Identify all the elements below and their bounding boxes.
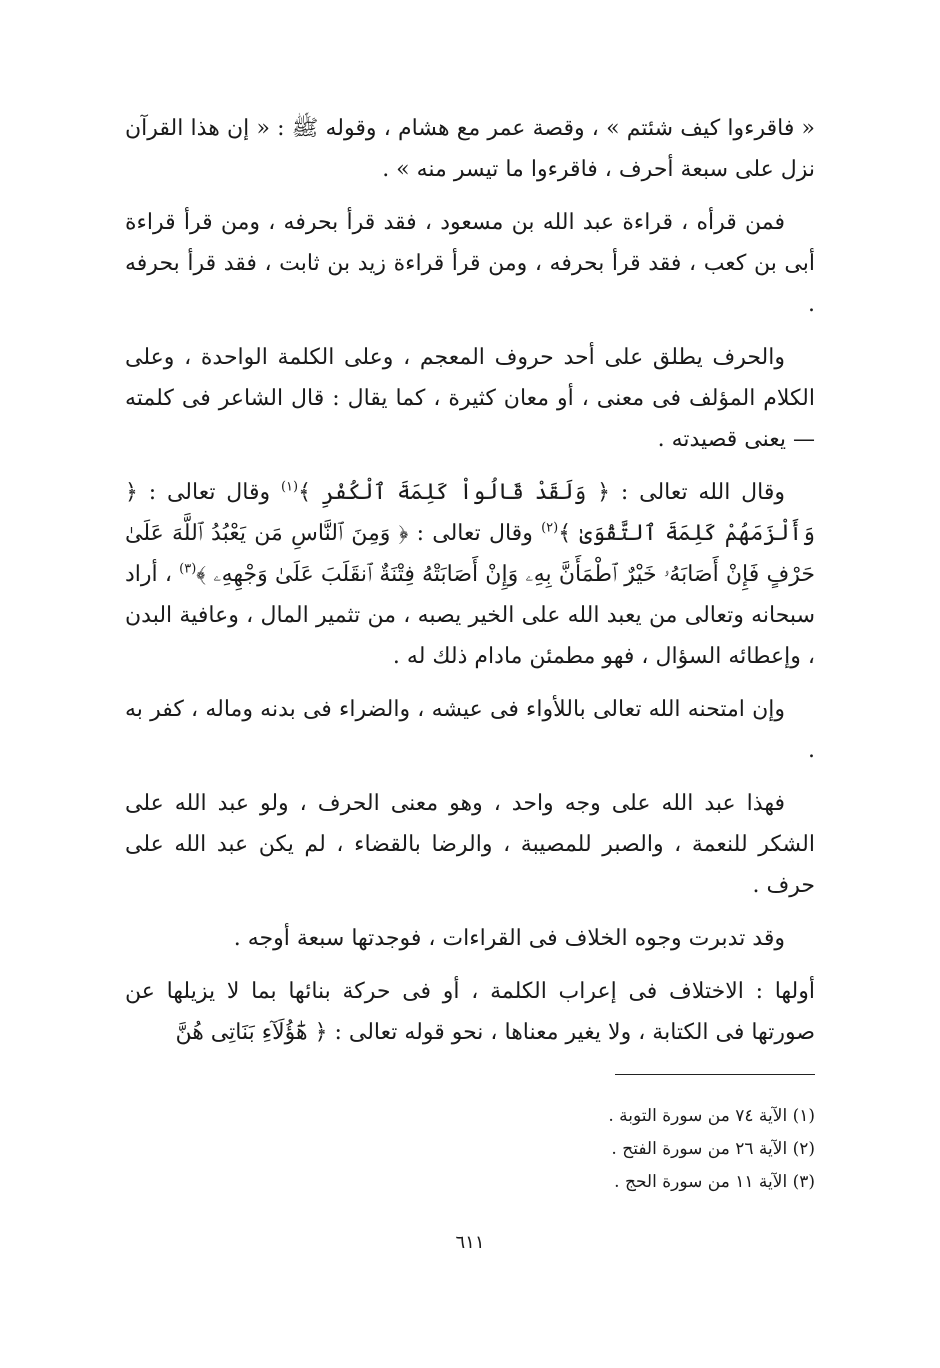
paragraph-hadith: « فاقرءوا كيف شئتم » ، وقصة عمر مع هشام ، وقوله ﷺ : « إن هذا القرآن نزل على سبعة أحرف ، فاقرءوا ما تيسر منه » . [125, 116, 815, 182]
paragraph-harf-meaning: والحرف يطلق على أحد حروف المعجم ، وعلى الكلمة الواحدة ، وعلى الكلام المؤلف فى معنى ، أو معان كثيرة ، كما يقال : قال الشاعر فى كلمته — يعنى قصيدته . [125, 345, 815, 452]
verses-text-1: وقال الله تعالى : [610, 480, 785, 505]
quran-verse-1: ﴿ وَلَقَدْ قَالُواْ كَلِمَةَ ٱلْكُفْرِ ﴾ [298, 480, 611, 505]
paragraph-trial: وإن امتحنه الله تعالى باللأواء فى عيشه ، والضراء فى بدنه وماله ، كفر به . [125, 697, 815, 763]
footnote-3: (٣) الآية ١١ من سورة الحج . [614, 1172, 815, 1192]
paragraph-seven-ways: وقد تدبرت وجوه الخلاف فى القراءات ، فوجدتها سبعة أوجه . [233, 926, 785, 951]
footnote-separator [615, 1074, 815, 1075]
quran-verse-2: ﴿ وَأَلْزَمَهُمْ كَلِمَةَ ٱلتَّقْوَىٰ ﴾ [125, 480, 815, 546]
page-number: ٦١١ [455, 1232, 485, 1253]
footnote-ref-3: (٣) [179, 561, 197, 577]
verses-text-2: وقال تعالى : [137, 480, 281, 505]
footnote-ref-2: (٢) [541, 520, 559, 536]
paragraph-one-way: فهذا عبد الله على وجه واحد ، وهو معنى الحرف ، ولو عبد الله على الشكر للنعمة ، والصبر للمصيبة ، والرضا بالقضاء ، لم يكن عبد الله على حرف . [125, 791, 815, 898]
paragraph-first-way: أولها : الاختلاف فى إعراب الكلمة ، أو فى حركة بنائها بما لا يزيلها عن صورتها فى الكتابة ، ولا يغير معناها ، نحو قوله تعالى : ﴿ هَٰٓؤُلَآءِ بَنَاتِى هُنَّ [125, 979, 815, 1045]
paragraph-readings: فمن قرأه ، قراءة عبد الله بن مسعود ، فقد قرأ بحرفه ، ومن قرأ قراءة أبى بن كعب ، فقد قرأ بحرفه ، ومن قرأ قراءة زيد بن ثابت ، فقد قرأ بحرفه . [125, 210, 815, 317]
footnote-2: (٢) الآية ٢٦ من سورة الفتح . [611, 1139, 815, 1159]
quran-verse-3: ﴿ وَمِنَ ٱلنَّاسِ مَن يَعْبُدُ ٱللَّهَ عَلَىٰ حَرْفٍ فَإِنْ أَصَابَهُۥ خَيْرٌ ٱطْمَأَنَّ بِهِۦ وَإِنْ أَصَابَتْهُ فِتْنَةٌ ٱنقَلَبَ عَلَىٰ وَجْهِهِۦ ﴾ [125, 521, 816, 587]
footnote-1: (١) الآية ٧٤ من سورة التوبة . [608, 1106, 815, 1126]
footnote-ref-1: (١) [280, 479, 299, 495]
verses-text-3: وقال تعالى : [408, 521, 542, 546]
paragraph-verses [125, 472, 815, 677]
footnotes [125, 1100, 815, 1199]
verses-text-4: ، أراد سبحانه وتعالى من يعبد الله على الخير يصبه ، من تثمير المال ، وعافية البدن ، وإعطائه السؤال ، فهو مطمئن مادام ذلك له . [125, 562, 815, 669]
page-body [125, 108, 815, 1065]
